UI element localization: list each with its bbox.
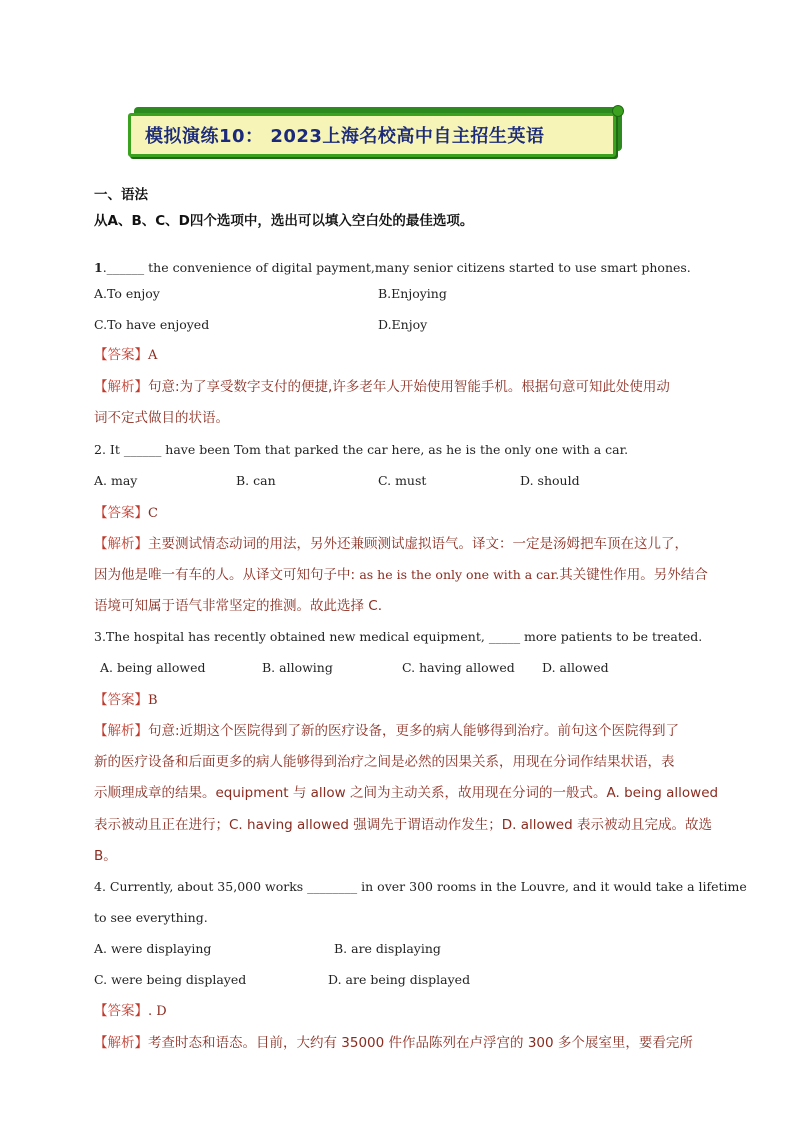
title-banner (128, 107, 624, 159)
question-3-analysis-line-2: 新的医疗设备和后面更多的病人能够得到治疗之间是必然的因果关系，用现在分词作结果状语，表 (94, 754, 675, 770)
question-2-option-c: C. must (378, 473, 427, 488)
question-4-answer: 【答案】. D (94, 1003, 167, 1019)
question-1-stem (94, 260, 691, 276)
answer-tag: 【答案】 (94, 347, 148, 363)
question-2-option-a: A. may (94, 473, 138, 488)
analysis-tag: 【解析】 (94, 379, 148, 395)
question-4-analysis-line-1: 【解析】考查时态和语态。目前，大约有 35000 件作品陈列在卢浮宫的 300 多个展室里，要看完所 (94, 1035, 693, 1051)
question-3-answer-value: B (148, 693, 158, 708)
banner-scroll-curl (612, 105, 624, 117)
question-2-answer-value: C (148, 506, 158, 521)
section-instruction: 从A、B、C、D四个选项中，选出可以填入空白处的最佳选项。 (94, 213, 474, 229)
question-2-answer: 【答案】C (94, 505, 158, 521)
question-3-stem: 3.The hospital has recently obtained new medical equipment, _____ more patients to be treated. (94, 629, 703, 644)
question-2-option-b: B. can (236, 473, 276, 488)
question-3-option-a: A. being allowed (100, 660, 206, 675)
question-1-analysis-line-2: 词不定式做目的状语。 (94, 410, 229, 426)
question-4-option-a: A. were displaying (94, 941, 212, 956)
question-4-option-b: B. are displaying (334, 941, 441, 956)
question-4-stem-line-2: to see everything. (94, 910, 208, 925)
question-3-option-b: B. allowing (262, 660, 333, 675)
question-2-analysis-english: as he is the only one with a car. (359, 567, 560, 582)
question-3-answer: 【答案】B (94, 692, 158, 708)
question-3-option-d: D. allowed (542, 660, 609, 675)
question-2-analysis-line-3: 语境可知属于语气非常坚定的推测。故此选择 C. (94, 598, 383, 614)
question-3-analysis-line-3: 示顺理成章的结果。equipment 与 allow 之间为主动关系，故用现在分词的一般式。A. being allowed (94, 785, 719, 801)
question-2-stem: 2. It ______ have been Tom that parked the car here, as he is the only one with a car. (94, 442, 629, 457)
question-4-option-c: C. were being displayed (94, 972, 247, 987)
question-1-text: .______ the convenience of digital payment,many senior citizens started to use smart phones. (102, 260, 691, 275)
question-1-answer-value: A (148, 348, 158, 363)
question-3-analysis-line-5: B。 (94, 848, 117, 864)
question-2-option-d: D. should (520, 473, 580, 488)
banner-frame (128, 113, 616, 157)
page-title: 模拟演练10： 2023上海名校高中自主招生英语 (145, 126, 545, 147)
question-1-option-d: D.Enjoy (378, 317, 428, 332)
question-1-analysis-line-1: 【解析】句意:为了享受数字支付的便捷,许多老年人开始使用智能手机。根据句意可知此处使用动 (94, 379, 670, 395)
section-heading: 一、语法 (94, 187, 148, 203)
question-2-analysis-line-1: 【解析】主要测试情态动词的用法，另外还兼顾测试虚拟语气。译文：一定是汤姆把车顶在这儿了， (94, 536, 688, 552)
question-1-option-b: B.Enjoying (378, 286, 447, 301)
question-3-option-c: C. having allowed (402, 660, 515, 675)
question-4-answer-value: . D (148, 1004, 167, 1019)
question-1-number: 1 (94, 260, 103, 275)
question-4-stem-line-1: 4. Currently, about 35,000 works ________ in over 300 rooms in the Louvre, and it would take a lifetime (94, 879, 747, 894)
question-3-analysis-line-1: 【解析】句意:近期这个医院得到了新的医疗设备，更多的病人能够得到治疗。前句这个医院得到了 (94, 723, 680, 739)
question-3-analysis-line-4: 表示被动且正在进行；C. having allowed 强调先于谓语动作发生；D. allowed 表示被动且完成。故选 (94, 817, 712, 833)
question-1-answer (94, 347, 157, 364)
question-1-option-c: C.To have enjoyed (94, 317, 210, 332)
question-4-option-d: D. are being displayed (328, 972, 471, 987)
question-1-option-a: A.To enjoy (94, 286, 160, 301)
question-2-analysis-line-2: 因为他是唯一有车的人。从译文可知句子中: as he is the only one with a car.其关键性作用。另外结合 (94, 567, 708, 583)
